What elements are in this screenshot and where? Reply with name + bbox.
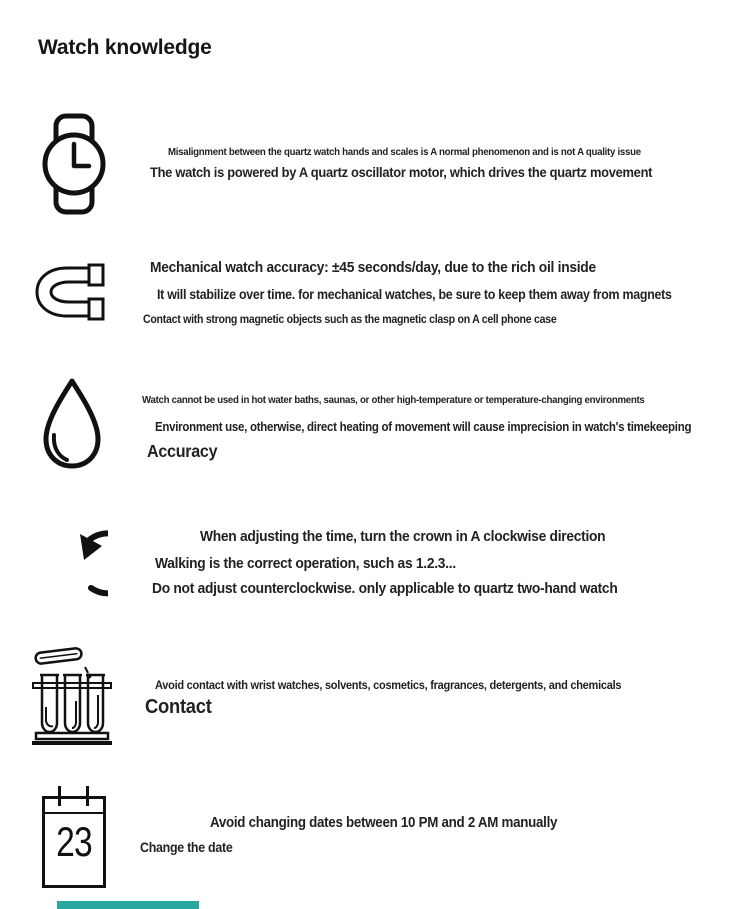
text-line: Walking is the correct operation, such as 1.2.3... — [155, 555, 456, 572]
text-line: When adjusting the time, turn the crown in A clockwise direction — [200, 528, 606, 545]
calendar-tick — [58, 786, 61, 806]
test-tubes-icon — [30, 645, 114, 747]
text-line: It will stabilize over time. for mechanical watches, be sure to keep them away from magnets — [157, 287, 672, 302]
water-drop-icon — [38, 377, 106, 470]
text-line: Accuracy — [147, 441, 218, 461]
text-line: Mechanical watch accuracy: ±45 seconds/day, due to the rich oil inside — [150, 259, 596, 276]
text-line: Avoid contact with wrist watches, solvents, cosmetics, fragrances, detergents, and chemicals — [155, 678, 622, 692]
calendar-icon — [42, 796, 106, 888]
text-line: Change the date — [140, 840, 233, 855]
calendar-rule — [45, 812, 103, 814]
text-line: The watch is powered by A quartz oscillator motor, which drives the quartz movement — [150, 164, 653, 180]
page-title: Watch knowledge — [38, 36, 212, 59]
text-line: Watch cannot be used in hot water baths, saunas, or other high-temperature or temperature-changing environments — [142, 394, 645, 406]
calendar-tick — [86, 786, 89, 806]
magnet-icon — [33, 262, 107, 322]
text-line: Contact with strong magnetic objects such as the magnetic clasp on A cell phone case — [143, 314, 557, 326]
text-line: Contact — [145, 696, 212, 718]
text-line: Misalignment between the quartz watch hands and scales is A normal phenomenon and is not A quality issue — [168, 146, 641, 158]
text-line: Do not adjust counterclockwise. only applicable to quartz two-hand watch — [152, 580, 618, 597]
bottom-accent-bar — [57, 901, 199, 909]
watch-icon — [42, 113, 106, 215]
text-line: Avoid changing dates between 10 PM and 2 AM manually — [210, 815, 558, 831]
calendar-day: 23 — [56, 818, 92, 865]
text-line: Environment use, otherwise, direct heating of movement will cause imprecision in watch's timekeeping — [155, 420, 692, 434]
clockwise-arrow-icon — [36, 522, 108, 604]
